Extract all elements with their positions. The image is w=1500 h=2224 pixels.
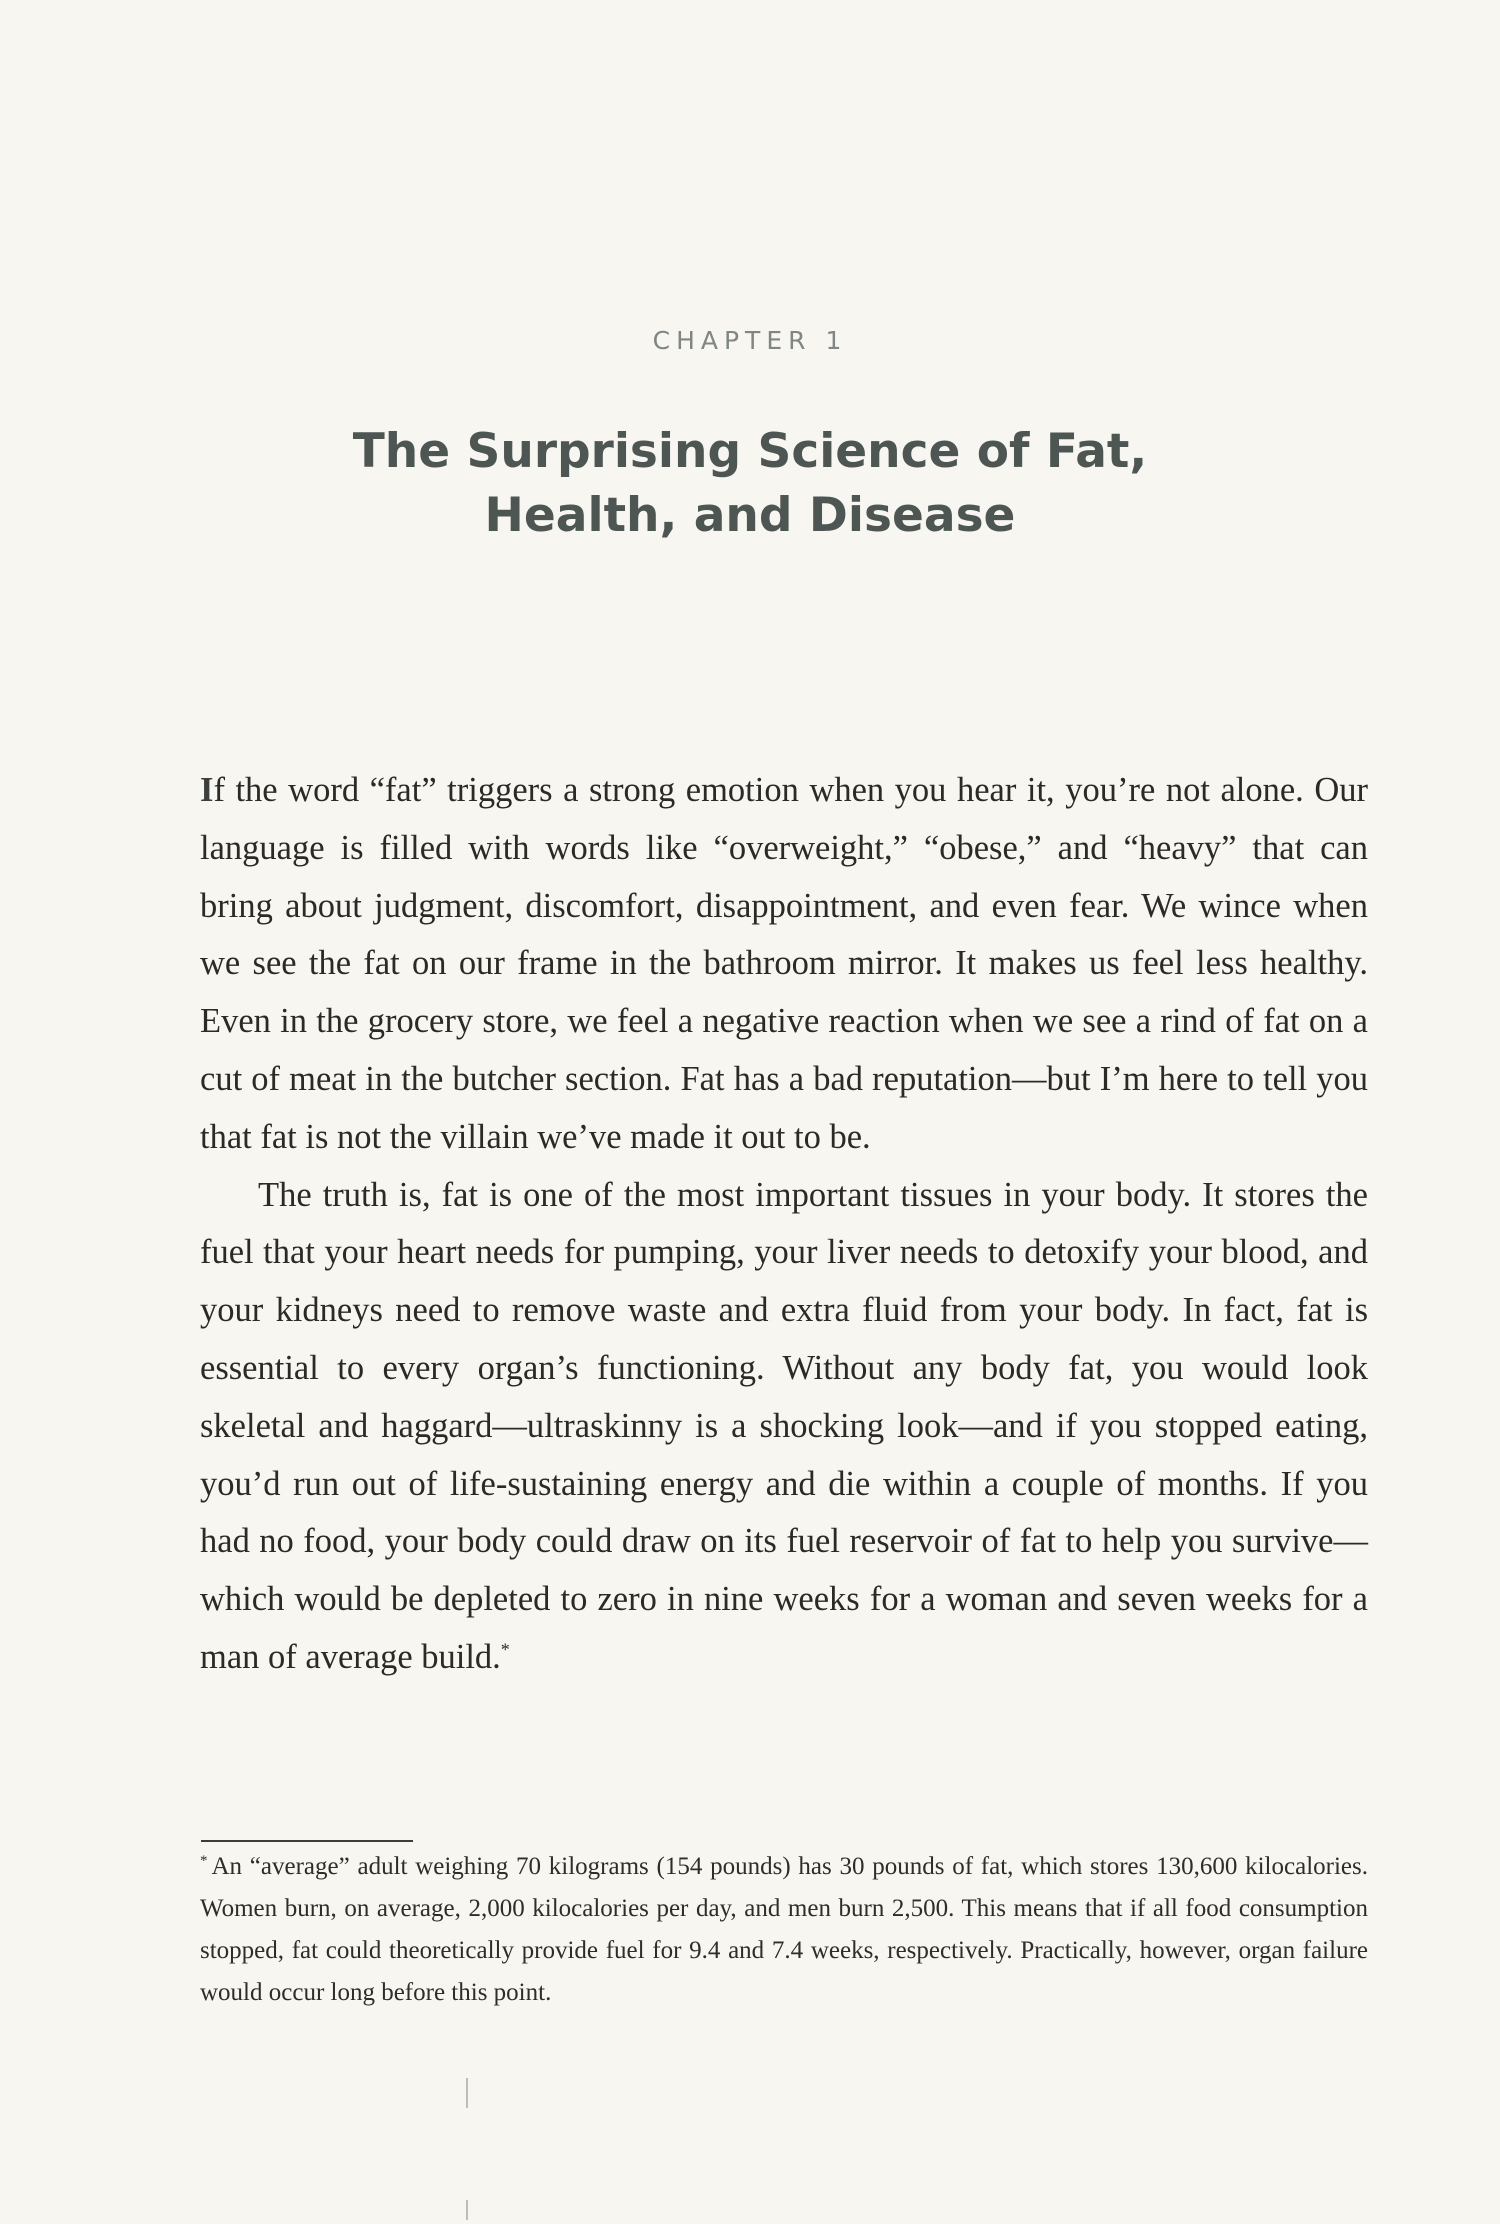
chapter-title-line-2: Health, and Disease <box>484 488 1016 543</box>
drop-cap: I <box>200 771 214 809</box>
scan-artifact-mark <box>466 2200 468 2220</box>
footnote-divider <box>201 1840 413 1842</box>
chapter-title-line-1: The Surprising Science of Fat, <box>352 424 1148 479</box>
chapter-title <box>0 420 1500 548</box>
paragraph-2-text: The truth is, fat is one of the most important tissues in your body. It stores the fuel that your heart needs for pumping, your liver needs to detoxify your blood, and your kidneys need to remove waste and extra fluid from your body. In fact, fat is essential to every organ’s functioning. Without any body fat, you would look skeletal and haggard—ultraskinny is a shocking look—and if you stopped eating, you’d run out of life-sustaining energy and die within a couple of months. If you had no food, your body could draw on its fuel reservoir of fat to help you survive—which would be depleted to zero in nine weeks for a woman and seven weeks for a man of average build. <box>200 1175 1368 1676</box>
paragraph-1 <box>200 762 1368 1167</box>
footnote-reference[interactable]: * <box>500 1639 510 1660</box>
chapter-label: CHAPTER 1 <box>652 326 848 355</box>
footnote-marker: * <box>200 1852 208 1869</box>
footnote-text: An “average” adult weighing 70 kilograms (154 pounds) has 30 pounds of fat, which stores 130,600 kilocalories. Women burn, on average, 2,000 kilocalories per day, and men burn 2,500. This means that if all food consumption stopped, fat could theoretically provide fuel for 9.4 and 7.4 weeks, respectively. Practically, however, organ failure would occur long before this point. <box>200 1853 1368 2006</box>
footnote <box>200 1846 1368 2014</box>
paragraph-1-text: f the word “fat” triggers a strong emotion when you hear it, you’re not alone. Our language is filled with words like “overweight,” “obese,” and “heavy” that can bring about judgment, discomfort, disappointment, and even fear. We wince when we see the fat on our frame in the bathroom mirror. It makes us feel less healthy. Even in the grocery store, we feel a negative reaction when we see a rind of fat on a cut of meat in the butcher section. Fat has a bad reputation—but I’m here to tell you that fat is not the villain we’ve made it out to be. <box>200 771 1368 1156</box>
scan-artifact-mark <box>466 2078 468 2108</box>
body-text <box>200 762 1368 1687</box>
paragraph-2 <box>200 1167 1368 1687</box>
